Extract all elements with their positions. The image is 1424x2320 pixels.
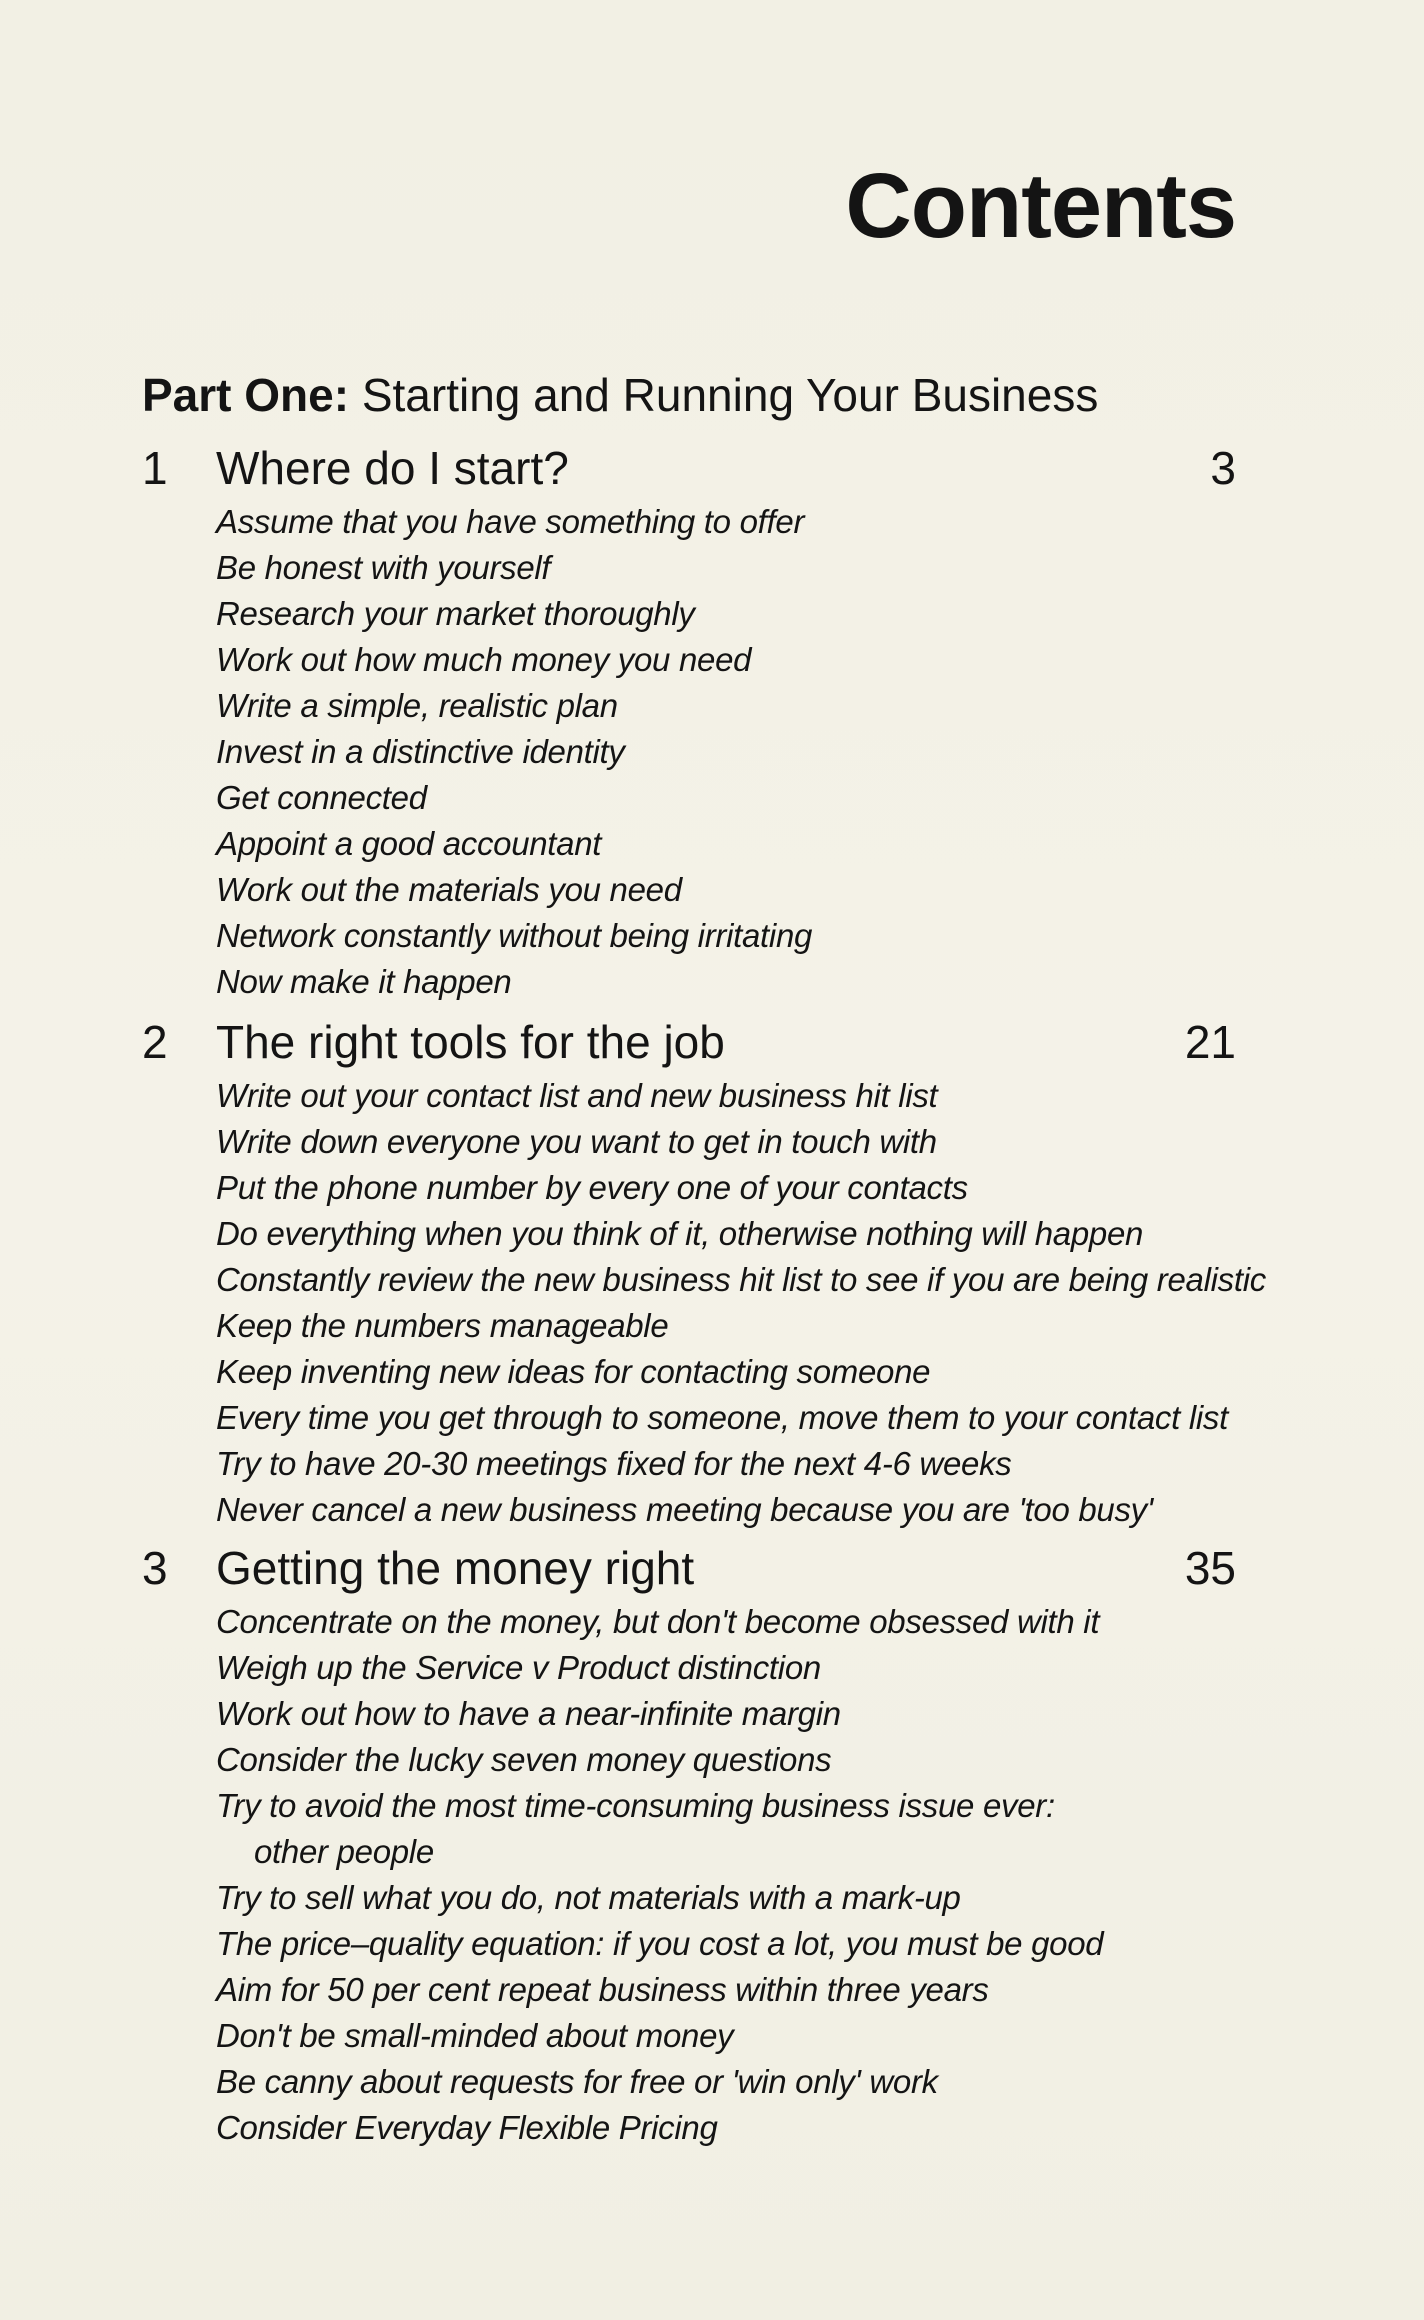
list-item: Write a simple, realistic plan [216,687,618,724]
list-item: Concentrate on the money, but don't become obsessed with it [216,1603,1100,1640]
list-item: Aim for 50 per cent repeat business within three years [216,1971,989,2008]
list-item: Research your market thoroughly [216,595,695,632]
chapter-title: The right tools for the job [216,1016,725,1068]
list-item: Invest in a distinctive identity [216,733,625,770]
list-item: Work out the materials you need [216,871,682,908]
list-item: Work out how much money you need [216,641,752,678]
chapter-heading[interactable] [142,437,1236,499]
list-item: Weigh up the Service v Product distinction [216,1649,821,1686]
list-item-continuation [216,1829,1236,1875]
chapter-title: Where do I start? [216,442,569,494]
list-item: Assume that you have something to offer [216,503,805,540]
list-item: Consider the lucky seven money questions [216,1741,832,1778]
chapter-item-list [142,499,1236,1005]
list-item: Get connected [216,779,427,816]
list-item: Write down everyone you want to get in touch with [216,1123,937,1160]
list-item: Constantly review the new business hit list to see if you are being realistic [216,1261,1266,1298]
chapter-heading[interactable] [142,1537,1236,1599]
chapter-heading[interactable] [142,1011,1236,1073]
chapter-2 [142,1011,1266,1533]
list-item: Work out how to have a near-infinite margin [216,1695,841,1732]
list-item: Be canny about requests for free or 'win only' work [216,2063,938,2100]
list-item: Try to sell what you do, not materials with a mark-up [216,1879,961,1916]
chapter-3 [142,1537,1236,2151]
list-item: Never cancel a new business meeting because you are 'too busy' [216,1491,1153,1528]
list-item: Try to avoid the most time-consuming business issue ever: [216,1787,1055,1824]
part-label: Part One: [142,369,350,421]
chapter-number: 1 [142,442,168,494]
list-item: Try to have 20-30 meetings fixed for the next 4-6 weeks [216,1445,1012,1482]
continuation-text: other people [254,1833,434,1870]
page-title: Contents [845,155,1236,257]
chapter-1 [142,437,1236,1005]
list-item: Appoint a good accountant [216,825,602,862]
chapter-number: 2 [142,1016,168,1068]
list-item: Keep inventing new ideas for contacting someone [216,1353,931,1390]
list-item: Write out your contact list and new business hit list [216,1077,938,1114]
chapter-item-list [142,1599,1236,2151]
chapter-page-number: 35 [1184,1542,1236,1594]
list-item: Network constantly without being irritating [216,917,813,954]
chapter-title: Getting the money right [216,1542,695,1594]
list-item: Every time you get through to someone, move them to your contact list [216,1399,1228,1436]
list-item: Don't be small-minded about money [216,2017,734,2054]
list-item: The price–quality equation: if you cost a lot, you must be good [216,1925,1104,1962]
part-heading [142,369,1099,421]
list-item: Be honest with yourself [216,549,551,586]
list-item: Consider Everyday Flexible Pricing [216,2109,718,2146]
chapter-item-list [142,1073,1266,1533]
list-item: Now make it happen [216,963,512,1000]
chapter-page-number: 3 [1210,442,1236,494]
chapter-page-number: 21 [1184,1016,1236,1068]
part-title: Starting and Running Your Business [361,369,1099,421]
list-item: Keep the numbers manageable [216,1307,669,1344]
list-item: Do everything when you think of it, otherwise nothing will happen [216,1215,1144,1252]
chapter-number: 3 [142,1542,168,1594]
list-item: Put the phone number by every one of your contacts [216,1169,968,1206]
